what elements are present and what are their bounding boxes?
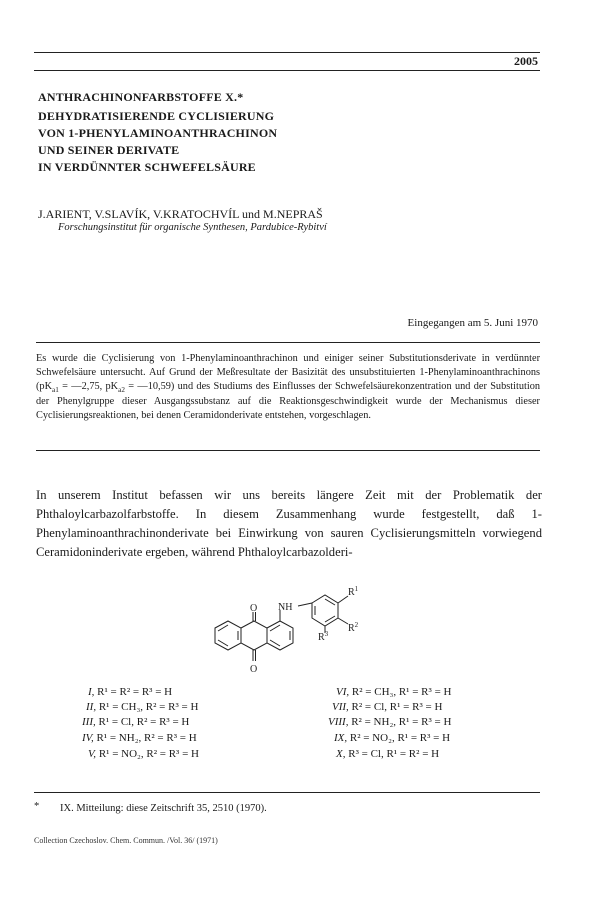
received-date: Eingegangen am 5. Juni 1970 <box>407 317 538 329</box>
abstract-text-2: = —2,75, pK <box>58 381 119 393</box>
compound-num: V, <box>88 748 97 760</box>
header-rule <box>34 52 540 53</box>
label-r3 <box>318 630 329 643</box>
compound-def: R¹ = R² = R³ = H <box>94 686 173 698</box>
abstract-sub-2: a2 <box>118 386 125 395</box>
compound-left-5 <box>88 748 199 760</box>
compound-num: III, <box>82 716 96 728</box>
footnote-text: IX. Mitteilung: diese Zeitschrift 35, 2510 (1970). <box>60 803 267 814</box>
abstract-sub-1: a1 <box>52 386 59 395</box>
compound-def: R² = CH₃, R¹ = R³ = H <box>349 686 452 698</box>
abstract-rule-bottom <box>36 450 540 451</box>
label-r2-r: R <box>348 623 355 634</box>
title-line-1: ANTHRACHINONFARBSTOFFE X.* <box>38 90 244 104</box>
authors: J.ARIENT, V.SLAVÍK, V.KRATOCHVÍL und M.NEPRAŠ <box>38 207 323 221</box>
compound-left-4 <box>82 732 197 744</box>
affiliation: Forschungsinstitut für organische Synthesen, Pardubice-Rybitví <box>58 222 327 233</box>
footnote-rule <box>34 792 540 793</box>
label-r1 <box>348 585 359 598</box>
compound-left-2 <box>86 701 198 713</box>
compound-def: R² = Cl, R¹ = R³ = H <box>348 701 443 713</box>
carbonyl-o-top: O <box>250 603 258 614</box>
carbonyl-o-bottom: O <box>250 664 258 675</box>
compound-num: X, <box>336 748 346 760</box>
abstract <box>36 352 540 423</box>
footnote-marker: * <box>34 801 40 812</box>
journal-footer: Collection Czechoslov. Chem. Commun. /Vol. 36/ (1971) <box>34 836 218 845</box>
intro-paragraph: In unserem Institut befassen wir uns bereits längere Zeit mit der Problematik der Phthaloylcarbazolfarbstoffe. In diesem Zusammenhang wurde festgestellt, daß 1-Phenylaminoanthrachinonderivate bei Einwirkung von sauren Cyclisierungsmitteln vorwiegend Ceramidoninderivate ergeben, während Phthaloylcarbazolderi- <box>36 488 542 559</box>
title-line-2: DEHYDRATISIERENDE CYCLISIERUNG <box>38 109 275 123</box>
title-line-3: VON 1-PHENYLAMINOANTHRACHINON <box>38 126 278 140</box>
compound-num: VII, <box>332 701 349 713</box>
compound-left-1 <box>88 686 172 698</box>
abstract-text-1: Es wurde die Cyclisierung von 1-Phenylaminoanthrachinon und einiger seiner Substitutionsderivate in verdünnter Schwefelsäure untersucht. Auf Grund der Meßresultate der Basizität des unsubstituierten 1-Phenylaminoanthrachinons (pK <box>36 353 540 393</box>
label-r2-sup: 2 <box>354 621 359 629</box>
header-rule-bottom <box>34 70 540 71</box>
compound-num: IX, <box>334 732 348 744</box>
compound-def: R¹ = NH₂, R² = R³ = H <box>93 732 197 744</box>
chemical-structure <box>200 568 400 693</box>
compound-def: R¹ = Cl, R² = R³ = H <box>95 716 190 728</box>
compound-def: R³ = Cl, R¹ = R² = H <box>345 748 440 760</box>
abstract-text-3: = —10,59) und des Studiums des Einflusses der Schwefelsäurekonzentration und der Substitution der Phenylgruppe dieser Ausgangssubstanz auf die Reaktionsgeschwindigkeit wurde der Mechanismus dieser Cyclisierungsreaktionen, bei denen Ceramidonderivate entstehen, vorgeschlagen. <box>36 381 540 421</box>
compound-right-3 <box>328 716 451 728</box>
compound-right-5 <box>336 748 439 760</box>
compound-left-3 <box>82 716 189 728</box>
compound-def: R² = NH₂, R¹ = R³ = H <box>348 716 452 728</box>
title-line-5: IN VERDÜNNTER SCHWEFELSÄURE <box>38 160 256 174</box>
compound-num: II, <box>86 701 97 713</box>
amine-nh: NH <box>278 602 293 613</box>
compound-def: R² = NO₂, R¹ = R³ = H <box>347 732 451 744</box>
abstract-rule-top <box>36 342 540 343</box>
compound-num: VI, <box>336 686 350 698</box>
compound-def: R¹ = CH₃, R² = R³ = H <box>96 701 199 713</box>
compound-right-2 <box>332 701 442 713</box>
compound-num: VIII, <box>328 716 349 728</box>
label-r3-r: R <box>318 632 325 643</box>
label-r1-sup: 1 <box>354 585 359 593</box>
label-r1-r: R <box>348 587 355 598</box>
compound-right-1 <box>336 686 451 698</box>
page-number: 2005 <box>514 54 538 68</box>
label-r3-sup: 3 <box>324 630 329 638</box>
compound-num: IV, <box>82 732 94 744</box>
title-line-4: UND SEINER DERIVATE <box>38 143 180 157</box>
compound-def: R¹ = NO₂, R² = R³ = H <box>96 748 199 760</box>
compound-right-4 <box>334 732 450 744</box>
label-r2 <box>348 621 359 634</box>
compound-num: I, <box>88 686 95 698</box>
